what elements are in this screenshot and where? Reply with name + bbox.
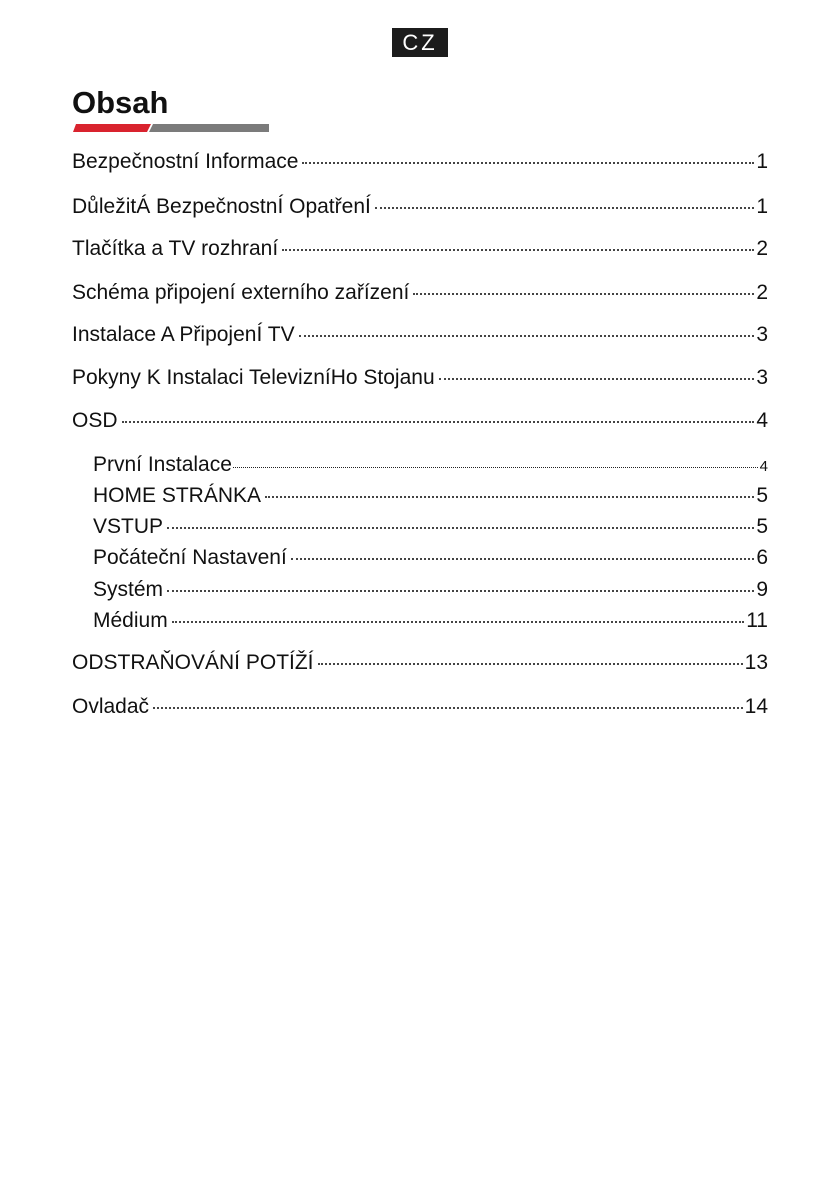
toc-entry-label: ODSTRAŇOVÁNÍ POTÍŽÍ [72,651,314,674]
toc-entry-label: OSD [72,409,118,432]
toc-entry-vstup[interactable] [93,514,768,540]
toc-leader-dots [299,335,755,337]
toc-entry-pocatecni-nastaveni[interactable] [93,545,768,571]
toc-entry-page: 13 [744,651,768,674]
toc-entry-ovladac[interactable] [72,694,768,720]
toc-entry-page: 4 [756,409,768,432]
toc-entry-page: 3 [756,323,768,346]
toc-leader-dots [375,207,754,209]
toc-leader-dots [172,621,744,623]
toc-entry-page: 5 [756,484,768,507]
table-of-contents [72,0,768,1191]
toc-entry-system[interactable] [93,577,768,603]
toc-entry-medium[interactable] [93,608,768,634]
toc-entry-label: Počáteční Nastavení [93,546,287,569]
toc-entry-page: 4 [759,458,768,475]
toc-leader-dots [122,421,755,423]
toc-entry-label: Systém [93,578,164,601]
toc-entry-page: 11 [746,609,768,632]
toc-entry-label: Tlačítka a TV rozhraní [72,237,279,260]
toc-entry-page: 9 [756,578,768,601]
toc-entry-label: Médium [93,609,168,632]
toc-entry-label: Ovladač [72,695,150,718]
language-badge: CZ [392,28,448,57]
toc-entry-page: 5 [756,515,768,538]
toc-entry-page: 14 [744,695,768,718]
toc-leader-dots [318,663,743,665]
toc-entry-label: DůležitÁ BezpečnostnÍ OpatřenÍ [72,195,371,218]
toc-entry-page: 3 [756,366,768,389]
toc-entry-page: 2 [756,237,768,260]
toc-leader-dots [265,496,754,498]
toc-entry-page: 1 [756,150,768,173]
toc-entry-page: 6 [756,546,768,569]
toc-entry-pokyny-stojan[interactable] [72,365,768,391]
toc-entry-label: Schéma připojení externího zařízení [72,281,410,304]
toc-entry-dulezita-opatreni[interactable] [72,194,768,220]
toc-entry-page: 1 [756,195,768,218]
toc-entry-page: 2 [756,281,768,304]
toc-leader-dots [302,162,754,164]
page-title: Obsah [72,85,169,120]
toc-leader-dots [167,527,754,529]
toc-entry-prvni-instalace[interactable] [93,452,768,480]
toc-entry-osd[interactable] [72,408,768,434]
toc-entry-label: VSTUP [93,515,164,538]
toc-entry-tlacitka-tv-rozhrani[interactable] [72,236,768,262]
toc-entry-odstranovani-potizi[interactable] [72,650,768,676]
toc-entry-bezpecnostni-informace[interactable] [72,149,768,175]
toc-leader-dots [282,249,754,251]
toc-entry-home-stranka[interactable] [93,483,768,509]
toc-entry-label: Instalace A PřipojenÍ TV [72,323,295,346]
toc-entry-label: Bezpečnostní Informace [72,150,299,173]
toc-leader-dots [233,467,758,468]
toc-leader-dots [413,293,754,295]
toc-leader-dots [439,378,755,380]
toc-entry-instalace-pripojeni-tv[interactable] [72,322,768,348]
toc-entry-label: První Instalace [93,453,232,476]
toc-leader-dots [167,590,754,592]
toc-entry-label: HOME STRÁNKA [93,484,262,507]
toc-entry-label: Pokyny K Instalaci TelevizníHo Stojanu [72,366,435,389]
toc-entry-schema-pripojeni[interactable] [72,280,768,306]
toc-leader-dots [291,558,755,560]
toc-leader-dots [153,707,743,709]
